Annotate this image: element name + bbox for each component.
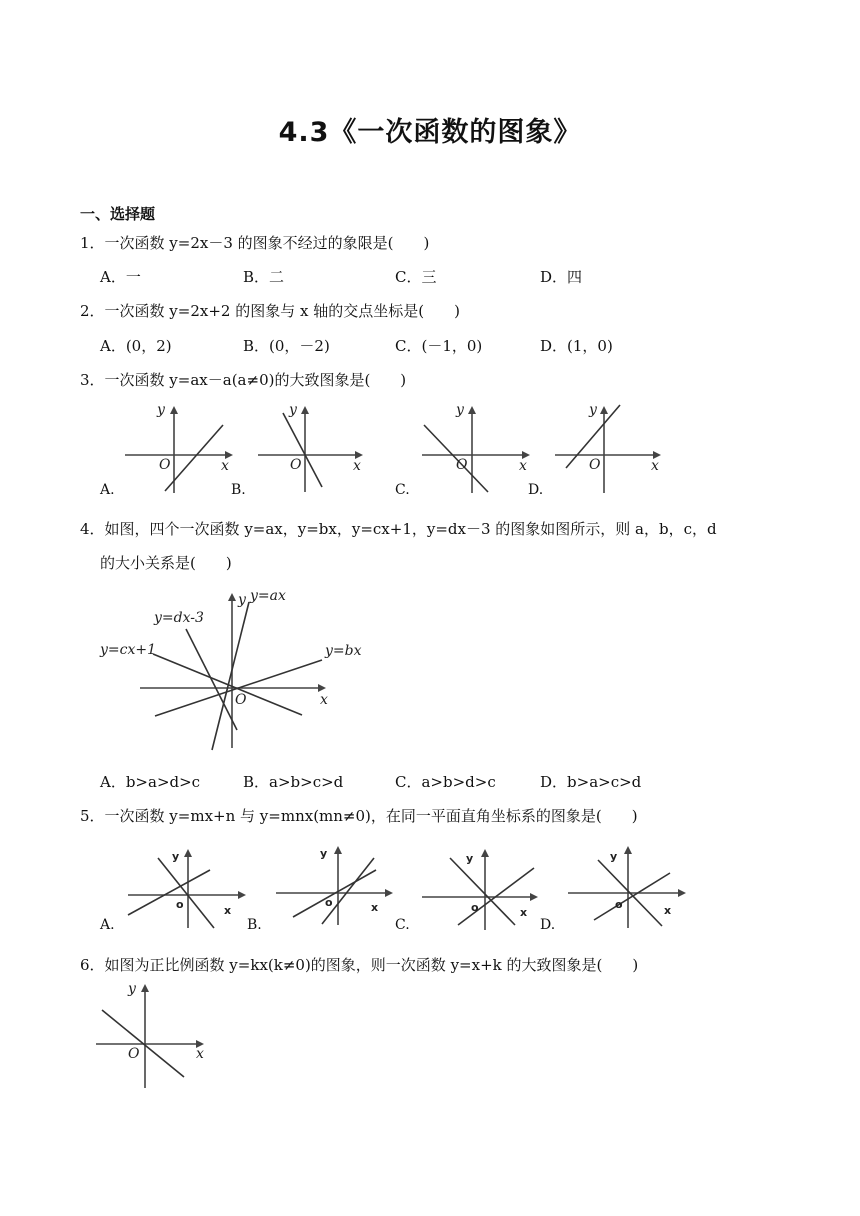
axis-label-x: x	[651, 458, 659, 474]
section-heading: 一、选择题	[80, 205, 156, 223]
origin-label: O	[159, 457, 171, 473]
question-3: 3．一次函数 y=ax－a(a≠0)的大致图象是( )	[80, 371, 407, 389]
axis-label-y: y	[157, 402, 165, 418]
graph-label-y-cx: y=cx+1	[100, 642, 157, 658]
q3-label-c: C.	[395, 482, 410, 498]
origin-label: o	[615, 898, 623, 911]
axis-label-x: x	[353, 458, 361, 474]
origin-label: O	[290, 457, 302, 473]
axis-label-x: x	[519, 458, 527, 474]
axis-label-x: x	[196, 1046, 204, 1062]
axis-label-y: y	[610, 850, 618, 863]
q1-option-b: B．二	[243, 268, 285, 286]
q4-option-a: A．b>a>d>c	[100, 773, 201, 791]
graph-label-y-ax: y=ax	[250, 588, 286, 604]
axis-label-y: y	[289, 402, 297, 418]
graph-label-origin: O	[235, 692, 247, 708]
q5-label-c: C.	[395, 917, 410, 933]
question-4-line-1: 4．如图，四个一次函数 y=ax，y=bx，y=cx+1，y=dx－3 的图象如图所示，则 a，b，c，d	[80, 520, 717, 538]
question-2: 2．一次函数 y=2x+2 的图象与 x 轴的交点坐标是( )	[80, 302, 460, 320]
axis-label-y: y	[456, 402, 464, 418]
page-title: 4.3《一次函数的图象》	[278, 117, 582, 148]
q5-label-b: B.	[247, 917, 262, 933]
axis-label-y: y	[589, 402, 597, 418]
q1-option-a: A．一	[100, 268, 141, 286]
question-5: 5．一次函数 y=mx+n 与 y=mnx(mn≠0)，在同一平面直角坐标系的图象是( )	[80, 807, 638, 825]
axis-label-x: x	[520, 906, 528, 919]
q3-label-b: B.	[231, 482, 246, 498]
origin-label: O	[128, 1046, 140, 1062]
q2-option-a: A．(0，2)	[100, 337, 172, 355]
axis-label-y: y	[320, 847, 328, 860]
axis-label-y: y	[466, 852, 474, 865]
graph-label-y: y	[238, 592, 246, 608]
q4-option-c: C．a>b>d>c	[395, 773, 496, 791]
graph-label-x: x	[320, 692, 328, 708]
axis-label-x: x	[664, 904, 672, 917]
q3-label-a: A.	[100, 482, 115, 498]
origin-label: o	[176, 898, 184, 911]
origin-label: o	[471, 901, 479, 914]
q2-option-d: D．(1，0)	[540, 337, 613, 355]
origin-label: O	[589, 457, 601, 473]
graph-label-y-bx: y=bx	[325, 643, 362, 659]
q3-label-d: D.	[528, 482, 544, 498]
axis-label-y: y	[128, 981, 136, 997]
q5-label-d: D.	[540, 917, 556, 933]
question-6: 6．如图为正比例函数 y=kx(k≠0)的图象，则一次函数 y=x+k 的大致图象是( )	[80, 956, 639, 974]
q4-option-b: B．a>b>c>d	[243, 773, 344, 791]
q4-option-d: D．b>a>c>d	[540, 773, 642, 791]
question-4-line-2: 的大小关系是( )	[100, 554, 232, 572]
q1-option-c: C．三	[395, 268, 437, 286]
q1-option-d: D．四	[540, 268, 583, 286]
axis-label-x: x	[371, 901, 379, 914]
axis-label-x: x	[224, 904, 232, 917]
axis-label-y: y	[172, 850, 180, 863]
axis-label-x: x	[221, 458, 229, 474]
origin-label: o	[325, 896, 333, 909]
q2-option-c: C．(－1，0)	[395, 337, 483, 355]
question-1: 1．一次函数 y=2x－3 的图象不经过的象限是( )	[80, 234, 430, 252]
q2-option-b: B．(0，－2)	[243, 337, 330, 355]
graph-label-y-dx: y=dx-3	[154, 610, 204, 626]
y-arrow-icon	[141, 984, 149, 992]
q5-label-a: A.	[100, 917, 115, 933]
origin-label: O	[456, 457, 468, 473]
